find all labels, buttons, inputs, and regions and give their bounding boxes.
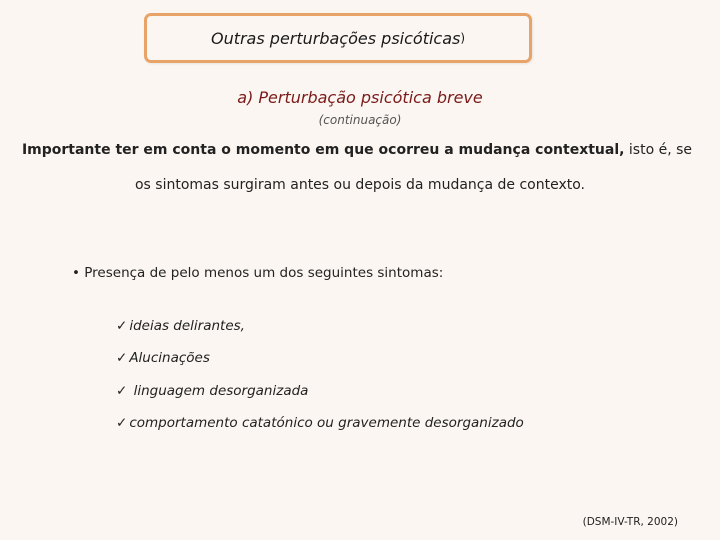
paragraph-bold-text: Importante ter em conta o momento em que ocorreu a mudança contextual, xyxy=(21,142,625,158)
section-subtitle: a) Perturbação psicótica breve xyxy=(237,88,483,107)
paragraph-normal-text: isto é, se xyxy=(624,142,693,158)
checkmark-icon: ✓ xyxy=(116,383,128,399)
slide-title: Outras perturbações psicóticas xyxy=(210,28,461,48)
title-suffix: ) xyxy=(460,31,466,45)
symptom-text: ideias delirantes, xyxy=(129,318,245,334)
paragraph-line-2: os sintomas surgiram antes ou depois da mudança de contexto. xyxy=(134,177,585,193)
checkmark-icon: ✓ xyxy=(116,318,128,334)
checkmark-icon: ✓ xyxy=(116,350,128,366)
bullet-marker: • xyxy=(72,265,80,281)
paragraph-line-1 xyxy=(0,142,714,158)
symptom-item xyxy=(116,318,245,334)
symptom-text: comportamento catatónico ou gravemente desorganizado xyxy=(129,415,524,431)
checkmark-icon: ✓ xyxy=(116,415,128,431)
symptom-item xyxy=(116,415,524,431)
reference-citation: (DSM-IV-TR, 2002) xyxy=(582,516,678,528)
symptom-item xyxy=(116,350,210,366)
symptom-text: linguagem desorganizada xyxy=(129,383,309,399)
bullet-item xyxy=(72,265,443,281)
symptom-item xyxy=(116,383,308,399)
bullet-text: Presença de pelo menos um dos seguintes sintomas: xyxy=(84,265,444,281)
title-box xyxy=(144,13,532,63)
continuation-note: (continuação) xyxy=(318,113,402,127)
symptom-text: Alucinações xyxy=(129,350,210,366)
